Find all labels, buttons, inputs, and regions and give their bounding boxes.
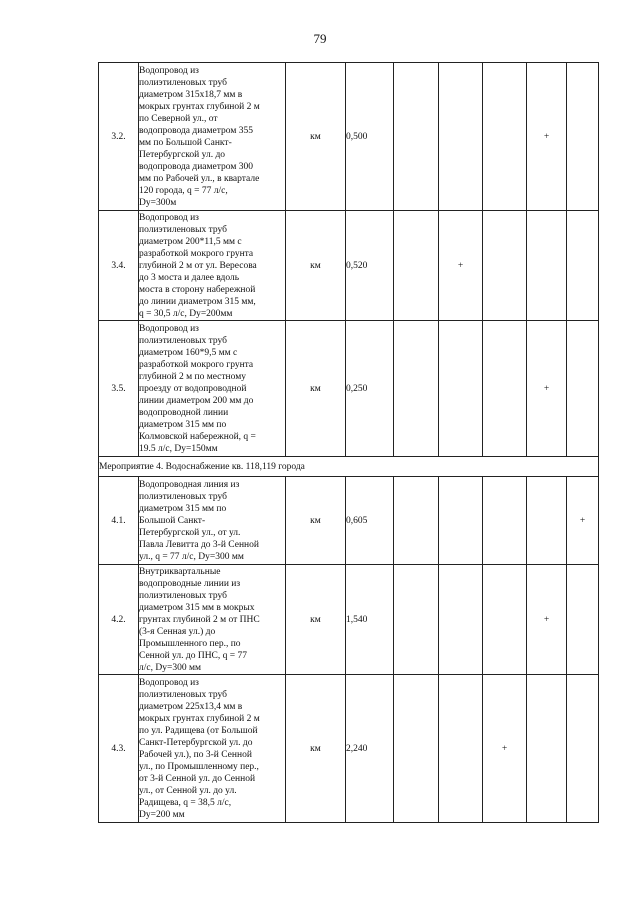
period-mark-3 bbox=[483, 321, 527, 457]
row-quantity: 0,500 bbox=[346, 63, 394, 211]
period-mark-2: + bbox=[439, 211, 483, 321]
period-mark-5 bbox=[567, 211, 599, 321]
row-quantity: 0,250 bbox=[346, 321, 394, 457]
period-mark-4 bbox=[527, 675, 567, 823]
period-mark-2 bbox=[439, 63, 483, 211]
period-mark-4: + bbox=[527, 321, 567, 457]
row-description: Водопровод из полиэтиленовых труб диаметром 200*11,5 мм с разработкой мокрого грунта глубиной 2 м от ул. Вересова до 3 моста и далее вдоль моста в сторону набережной до линии диаметром 315 мм, q = 30,5 л/с, Dy=200мм bbox=[139, 211, 286, 321]
row-unit: км bbox=[286, 675, 346, 823]
row-number: 3.5. bbox=[99, 321, 139, 457]
table-row bbox=[99, 675, 599, 823]
table-row bbox=[99, 321, 599, 457]
period-mark-4 bbox=[527, 211, 567, 321]
row-quantity: 1,540 bbox=[346, 565, 394, 675]
row-quantity: 0,605 bbox=[346, 477, 394, 565]
period-mark-4: + bbox=[527, 565, 567, 675]
period-mark-1 bbox=[394, 63, 439, 211]
period-mark-5: + bbox=[567, 477, 599, 565]
row-number: 4.2. bbox=[99, 565, 139, 675]
table-row bbox=[99, 63, 599, 211]
period-mark-2 bbox=[439, 565, 483, 675]
period-mark-5 bbox=[567, 63, 599, 211]
period-mark-1 bbox=[394, 675, 439, 823]
row-unit: км bbox=[286, 63, 346, 211]
row-unit: км bbox=[286, 477, 346, 565]
period-mark-1 bbox=[394, 477, 439, 565]
period-mark-2 bbox=[439, 321, 483, 457]
row-description: Водопровод из полиэтиленовых труб диаметром 315х18,7 мм в мокрых грунтах глубиной 2 м по Северной ул., от водопровода диаметром 355 мм по Большой Санкт- Петербургской ул. до водопровода диаметром 300 мм по Рабочей ул., в квартале 120 города, q = 77 л/с, Dy=300м bbox=[139, 63, 286, 211]
row-unit: км bbox=[286, 321, 346, 457]
row-unit: км bbox=[286, 211, 346, 321]
period-mark-3 bbox=[483, 63, 527, 211]
row-unit: км bbox=[286, 565, 346, 675]
measures-table bbox=[98, 62, 599, 823]
period-mark-3 bbox=[483, 565, 527, 675]
row-description: Водопровод из полиэтиленовых труб диаметром 225х13,4 мм в мокрых грунтах глубиной 2 м по ул. Радищева (от Большой Санкт-Петербургской ул. до Рабочей ул.), по 3-й Сенной ул., по Промышленному пер., от 3-й Сенной ул. до Сенной ул., от Сенной ул. до ул. Радищева, q = 38,5 л/с, Dy=200 мм bbox=[139, 675, 286, 823]
period-mark-1 bbox=[394, 565, 439, 675]
period-mark-5 bbox=[567, 321, 599, 457]
period-mark-4 bbox=[527, 477, 567, 565]
period-mark-2 bbox=[439, 477, 483, 565]
row-number: 3.2. bbox=[99, 63, 139, 211]
row-number: 4.3. bbox=[99, 675, 139, 823]
table-row bbox=[99, 565, 599, 675]
row-number: 3.4. bbox=[99, 211, 139, 321]
section-title: Мероприятие 4. Водоснабжение кв. 118,119 города bbox=[99, 457, 599, 477]
period-mark-2 bbox=[439, 675, 483, 823]
period-mark-4: + bbox=[527, 63, 567, 211]
period-mark-3: + bbox=[483, 675, 527, 823]
row-quantity: 0,520 bbox=[346, 211, 394, 321]
period-mark-5 bbox=[567, 565, 599, 675]
page-number: 79 bbox=[313, 31, 327, 46]
row-quantity: 2,240 bbox=[346, 675, 394, 823]
period-mark-1 bbox=[394, 321, 439, 457]
period-mark-3 bbox=[483, 477, 527, 565]
period-mark-3 bbox=[483, 211, 527, 321]
row-description: Водопроводная линия из полиэтиленовых труб диаметром 315 мм по Большой Санкт- Петербургской ул., от ул. Павла Левитта до 3-й Сенной ул., q = 77 л/с, Dy=300 мм bbox=[139, 477, 286, 565]
table-row bbox=[99, 211, 599, 321]
section-row bbox=[99, 457, 599, 477]
period-mark-5 bbox=[567, 675, 599, 823]
row-description: Внутриквартальные водопроводные линии из полиэтиленовых труб диаметром 315 мм в мокрых грунтах глубиной 2 м от ПНС (3-я Сенная ул.) до Промышленного пер., по Сенной ул. до ПНС, q = 77 л/с, Dy=300 мм bbox=[139, 565, 286, 675]
table-row bbox=[99, 477, 599, 565]
period-mark-1 bbox=[394, 211, 439, 321]
row-description: Водопровод из полиэтиленовых труб диаметром 160*9,5 мм с разработкой мокрого грунта глубиной 2 м по местному проезду от водопроводной линии диаметром 200 мм до водопроводной линии диаметром 315 мм по Колмовской набережной, q = 19.5 л/с, Dy=150мм bbox=[139, 321, 286, 457]
row-number: 4.1. bbox=[99, 477, 139, 565]
